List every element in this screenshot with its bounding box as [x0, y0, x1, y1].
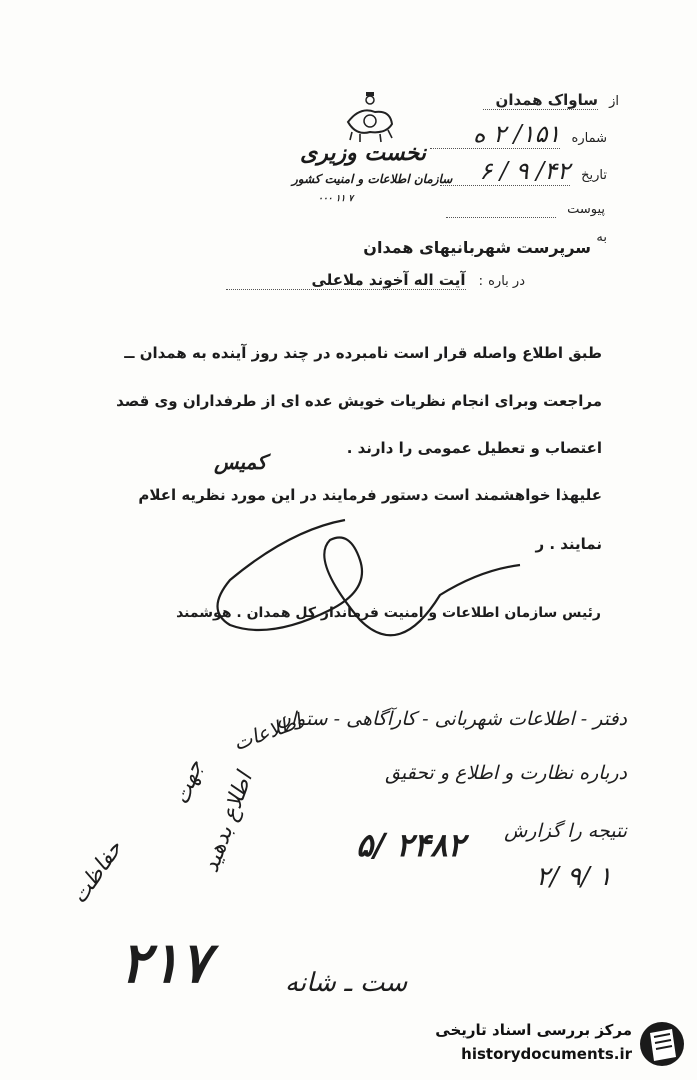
body-line-1: طبق اطلاع واصله قرار است نامبرده در چند روز آینده به همدان ــ — [124, 344, 602, 362]
annotation-left-2: اطلاع بدهید — [198, 769, 258, 876]
body-line-5: نمایند . ر — [535, 535, 602, 553]
handwritten-note-above: کمیس — [214, 450, 267, 474]
date-label: تاریخ — [581, 168, 607, 183]
attachment-row — [446, 198, 605, 218]
from-row — [483, 90, 619, 110]
footer-logo — [410, 1015, 690, 1075]
date-value: ۴۲/ ۹ / ۶ — [440, 157, 570, 186]
date-row — [440, 157, 607, 186]
body-line-2: مراجعت وبرای انجام نظریات خویش عده ای از طرفداران وی قصد — [116, 392, 602, 410]
signature-mark — [170, 500, 550, 670]
about-value: آیت اله آخوند ملاعلی — [226, 271, 466, 290]
from-value: ساواک همدان — [483, 91, 598, 110]
annotation-left-top: اطلاعات — [230, 708, 305, 756]
org-code: ۰۰۰ ۱۱ ۷ — [318, 194, 354, 204]
to-value: سرپرست شهربانیهای همدان — [363, 238, 591, 257]
org-title: نخست وزیری — [300, 140, 426, 166]
footer-line-1: مرکز بررسی اسناد تاریخی — [435, 1021, 632, 1039]
annotation-right-date: ۲/ ۹/ ۱ — [536, 862, 612, 892]
about-row: در باره : آیت اله آخوند ملاعلی — [226, 270, 525, 290]
number-row — [430, 120, 607, 149]
annotation-left-numbers: ۲۱۷ — [120, 930, 211, 996]
annotation-right-2: درباره نظارت و اطلاع و تحقیق — [385, 762, 627, 784]
lion-and-sun-icon — [320, 88, 410, 148]
number-value: ۱۵۱/ ۲ ه — [430, 120, 560, 149]
to-label: به — [596, 230, 607, 245]
annotation-bottom-word: ست ـ شانه — [285, 968, 408, 998]
attachment-label: پیوست — [567, 202, 605, 217]
footer-line-2: historydocuments.ir — [461, 1045, 632, 1063]
body-line-3: اعتصاب و تعطیل عمومی را دارند . — [346, 439, 602, 457]
annotation-middle-number: ۵/ ۲۴۸۲ — [356, 826, 465, 864]
annotation-left-3: حفاظت — [66, 836, 128, 909]
org-subtitle: سازمان اطلاعات و امنیت کشور — [292, 172, 453, 186]
annotation-right-1: دفتر - اطلاعات شهربانی - کارآگاهی - ستوان — [276, 708, 627, 730]
body-line-4: علیهذا خواهشمند است دستور فرمایند در این مورد نظریه اعلام — [138, 486, 602, 504]
from-label: از — [609, 94, 619, 109]
annotation-right-3: نتیجه را گزارش — [504, 820, 627, 842]
about-label: در باره — [488, 274, 525, 289]
to-row — [596, 226, 607, 245]
archive-logo-icon — [638, 1019, 686, 1069]
attachment-value — [446, 198, 556, 218]
annotation-left-1: جهت — [169, 756, 209, 809]
number-label: شماره — [571, 131, 607, 146]
emblem — [320, 88, 410, 148]
signature-line: رئیس سازمان اطلاعات و امنیت فرماندار کل همدان . هوشمند — [176, 605, 601, 621]
